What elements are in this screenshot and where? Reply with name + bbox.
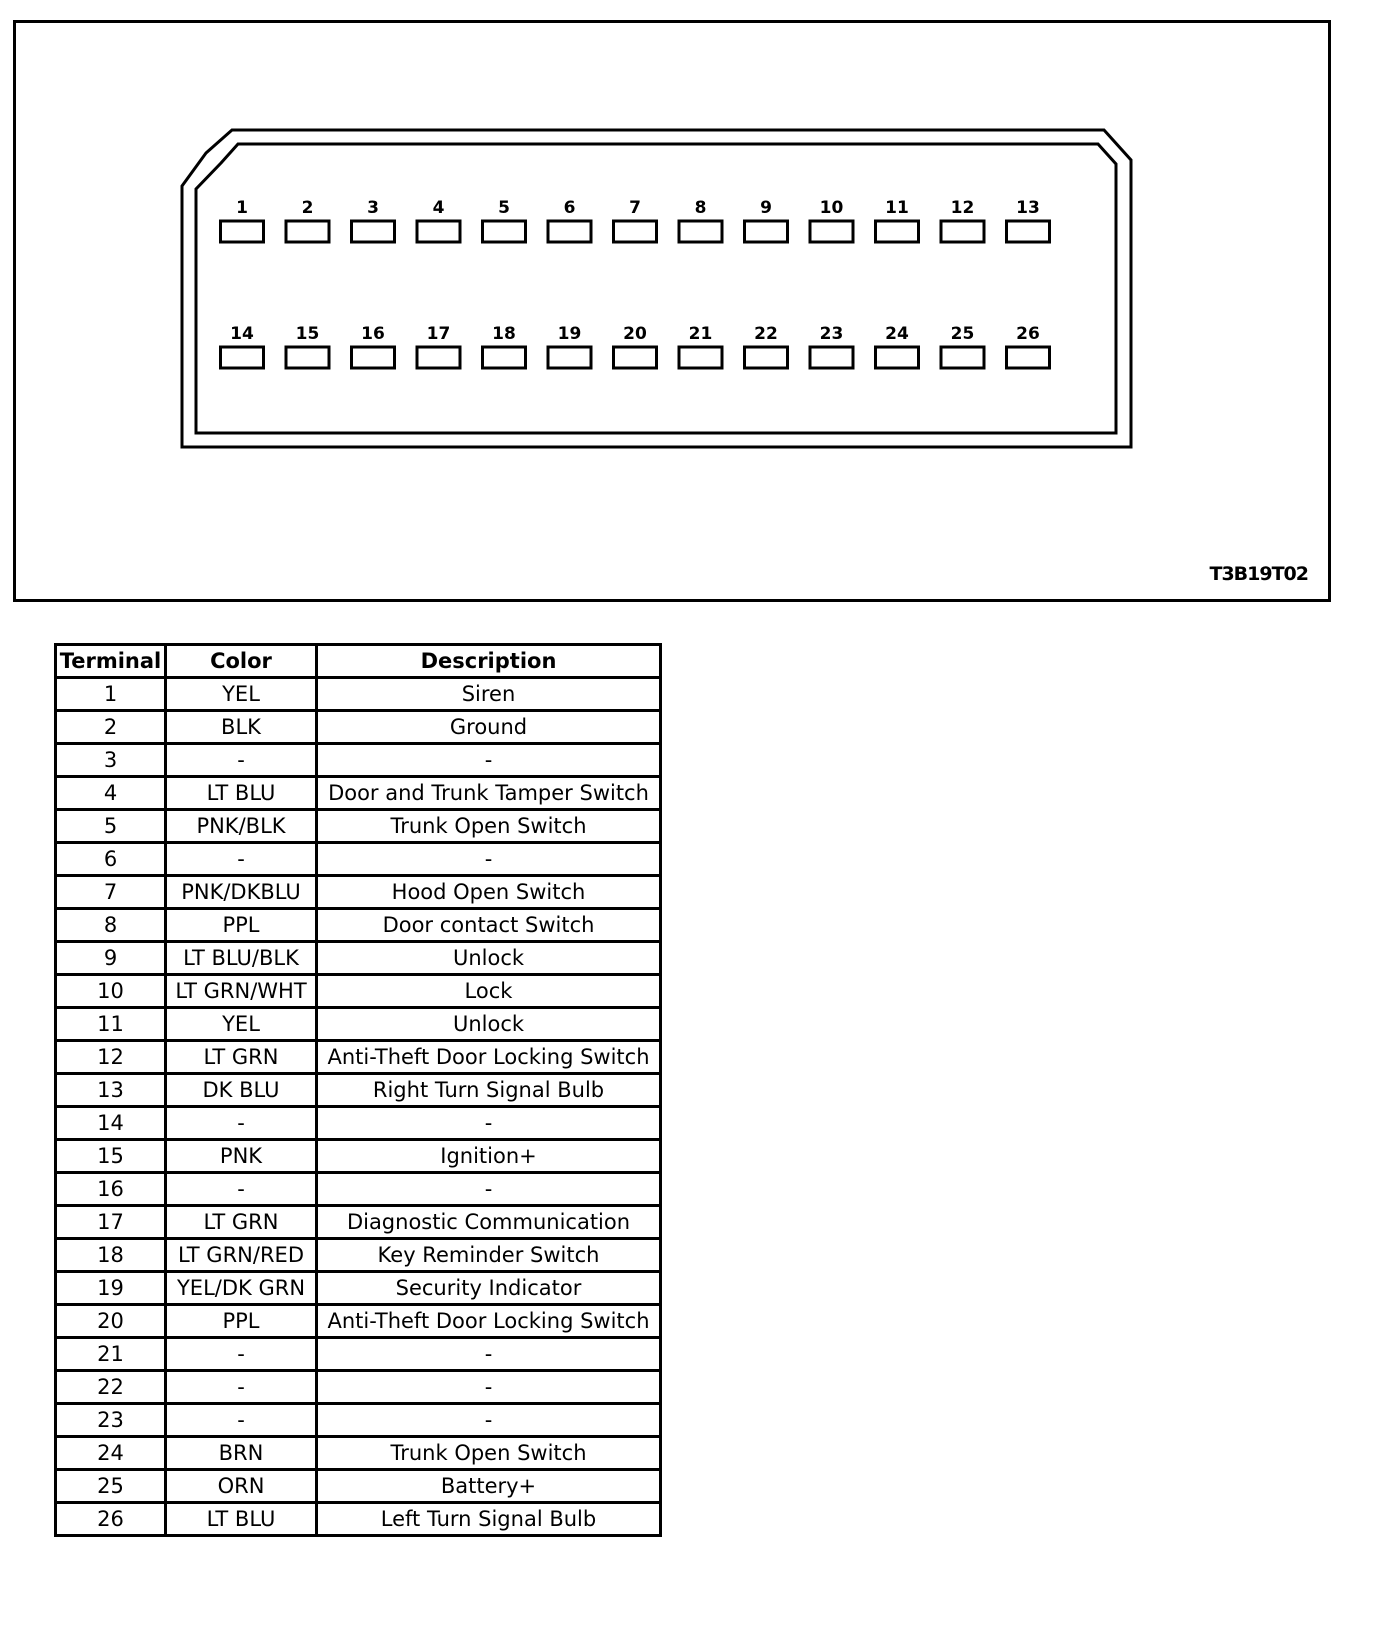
- pin-socket: [417, 347, 460, 368]
- table-row: [56, 1437, 661, 1470]
- cell-description: -: [317, 1404, 661, 1437]
- cell-description: Ground: [317, 711, 661, 744]
- table-row: [56, 1338, 661, 1371]
- pin-number-label: 23: [819, 324, 844, 344]
- cell-color: PPL: [166, 909, 317, 942]
- table-row: [56, 711, 661, 744]
- cell-terminal: 9: [56, 942, 166, 975]
- table-row: [56, 1173, 661, 1206]
- cell-description: Anti-Theft Door Locking Switch: [317, 1305, 661, 1338]
- pin-number-label: 12: [950, 198, 975, 218]
- cell-terminal: 24: [56, 1437, 166, 1470]
- cell-color: LT GRN: [166, 1206, 317, 1239]
- pin-socket: [286, 221, 329, 242]
- table-row: [56, 1074, 661, 1107]
- cell-color: -: [166, 1338, 317, 1371]
- cell-description: Battery+: [317, 1470, 661, 1503]
- cell-description: Key Reminder Switch: [317, 1239, 661, 1272]
- cell-description: Siren: [317, 678, 661, 711]
- table-row: [56, 1206, 661, 1239]
- pin-number-label: 25: [950, 324, 975, 344]
- pin-number-label: 18: [492, 324, 516, 344]
- cell-terminal: 14: [56, 1107, 166, 1140]
- table-row: [56, 1404, 661, 1437]
- cell-description: Hood Open Switch: [317, 876, 661, 909]
- cell-color: -: [166, 1371, 317, 1404]
- pin-socket: [941, 221, 984, 242]
- table-row: [56, 1272, 661, 1305]
- terminal-table: [54, 643, 662, 1537]
- figure-code: T3B19T02: [1209, 563, 1308, 585]
- pin-socket: [352, 347, 395, 368]
- pin-number-label: 3: [367, 198, 379, 218]
- cell-terminal: 18: [56, 1239, 166, 1272]
- pin-socket: [941, 347, 984, 368]
- pin-socket: [417, 221, 460, 242]
- cell-color: LT BLU/BLK: [166, 942, 317, 975]
- cell-color: LT BLU: [166, 1503, 317, 1536]
- table-row: [56, 1041, 661, 1074]
- table-row: [56, 1371, 661, 1404]
- pin-number-label: 8: [694, 198, 707, 218]
- pin-number-label: 6: [563, 198, 576, 218]
- pin-number-label: 1: [236, 198, 248, 218]
- cell-description: Left Turn Signal Bulb: [317, 1503, 661, 1536]
- table-row: [56, 1470, 661, 1503]
- pin-number-label: 19: [557, 324, 582, 344]
- pin-socket: [221, 221, 264, 242]
- cell-terminal: 26: [56, 1503, 166, 1536]
- cell-color: LT GRN: [166, 1041, 317, 1074]
- pin-number-label: 9: [760, 198, 772, 218]
- pin-number-label: 4: [432, 198, 445, 218]
- cell-terminal: 21: [56, 1338, 166, 1371]
- pin-number-label: 22: [754, 324, 778, 344]
- header-description: Description: [317, 645, 661, 678]
- pin-number-label: 26: [1016, 324, 1040, 344]
- pin-socket: [221, 347, 264, 368]
- cell-description: Unlock: [317, 942, 661, 975]
- table-row: [56, 1305, 661, 1338]
- header-terminal: Terminal: [56, 645, 166, 678]
- cell-color: BLK: [166, 711, 317, 744]
- table-row: [56, 909, 661, 942]
- table-row: [56, 1140, 661, 1173]
- cell-terminal: 25: [56, 1470, 166, 1503]
- pin-number-label: 5: [498, 198, 510, 218]
- cell-color: -: [166, 1107, 317, 1140]
- pin-socket: [745, 221, 788, 242]
- connector-outer-outline: [182, 130, 1131, 447]
- cell-terminal: 6: [56, 843, 166, 876]
- table-body: [56, 678, 661, 1536]
- cell-terminal: 5: [56, 810, 166, 843]
- pin-socket: [876, 221, 919, 242]
- pin-number-label: 16: [361, 324, 385, 344]
- pin-socket: [876, 347, 919, 368]
- table-row: [56, 942, 661, 975]
- cell-description: -: [317, 843, 661, 876]
- cell-color: YEL/DK GRN: [166, 1272, 317, 1305]
- pin-socket: [614, 221, 657, 242]
- pin-number-label: 24: [885, 324, 909, 344]
- connector-inner-outline: [196, 144, 1116, 433]
- cell-description: -: [317, 1338, 661, 1371]
- pin-socket: [286, 347, 329, 368]
- cell-color: ORN: [166, 1470, 317, 1503]
- cell-color: BRN: [166, 1437, 317, 1470]
- cell-terminal: 4: [56, 777, 166, 810]
- cell-description: Ignition+: [317, 1140, 661, 1173]
- cell-description: -: [317, 1371, 661, 1404]
- connector-face-svg: [16, 23, 1328, 599]
- pin-number-label: 21: [688, 324, 713, 344]
- cell-description: Unlock: [317, 1008, 661, 1041]
- cell-color: DK BLU: [166, 1074, 317, 1107]
- table-header-row: [56, 645, 661, 678]
- table-row: [56, 876, 661, 909]
- pin-socket: [1007, 221, 1050, 242]
- cell-color: LT BLU: [166, 777, 317, 810]
- cell-color: LT GRN/RED: [166, 1239, 317, 1272]
- cell-description: Trunk Open Switch: [317, 1437, 661, 1470]
- cell-description: Diagnostic Communication: [317, 1206, 661, 1239]
- table-row: [56, 810, 661, 843]
- pin-socket: [1007, 347, 1050, 368]
- pin-socket: [679, 221, 722, 242]
- cell-description: Right Turn Signal Bulb: [317, 1074, 661, 1107]
- pin-socket: [614, 347, 657, 368]
- pin-number-label: 13: [1016, 198, 1040, 218]
- pin-socket: [679, 347, 722, 368]
- cell-terminal: 11: [56, 1008, 166, 1041]
- cell-terminal: 12: [56, 1041, 166, 1074]
- cell-terminal: 1: [56, 678, 166, 711]
- cell-description: Anti-Theft Door Locking Switch: [317, 1041, 661, 1074]
- cell-terminal: 15: [56, 1140, 166, 1173]
- pin-number-label: 20: [623, 324, 647, 344]
- cell-color: PNK/DKBLU: [166, 876, 317, 909]
- connector-diagram-frame: [13, 20, 1331, 602]
- cell-color: YEL: [166, 678, 317, 711]
- cell-color: LT GRN/WHT: [166, 975, 317, 1008]
- cell-description: -: [317, 1173, 661, 1206]
- cell-color: YEL: [166, 1008, 317, 1041]
- table-row: [56, 1239, 661, 1272]
- pin-socket: [745, 347, 788, 368]
- pins-layer: [221, 198, 1050, 368]
- cell-terminal: 10: [56, 975, 166, 1008]
- pin-socket: [483, 347, 526, 368]
- cell-color: PPL: [166, 1305, 317, 1338]
- cell-terminal: 23: [56, 1404, 166, 1437]
- cell-terminal: 17: [56, 1206, 166, 1239]
- cell-terminal: 3: [56, 744, 166, 777]
- pin-number-label: 11: [885, 198, 909, 218]
- cell-color: -: [166, 1404, 317, 1437]
- cell-description: Door and Trunk Tamper Switch: [317, 777, 661, 810]
- cell-color: PNK/BLK: [166, 810, 317, 843]
- table-row: [56, 1008, 661, 1041]
- cell-terminal: 8: [56, 909, 166, 942]
- pin-socket: [352, 221, 395, 242]
- cell-terminal: 16: [56, 1173, 166, 1206]
- cell-terminal: 22: [56, 1371, 166, 1404]
- pin-socket: [548, 221, 591, 242]
- cell-description: -: [317, 1107, 661, 1140]
- table-row: [56, 777, 661, 810]
- cell-description: Trunk Open Switch: [317, 810, 661, 843]
- cell-terminal: 2: [56, 711, 166, 744]
- table-row: [56, 975, 661, 1008]
- cell-terminal: 7: [56, 876, 166, 909]
- cell-terminal: 19: [56, 1272, 166, 1305]
- cell-description: Door contact Switch: [317, 909, 661, 942]
- table-row: [56, 744, 661, 777]
- pin-socket: [810, 347, 853, 368]
- pin-socket: [483, 221, 526, 242]
- header-color: Color: [166, 645, 317, 678]
- pin-number-label: 10: [819, 198, 844, 218]
- cell-color: -: [166, 843, 317, 876]
- cell-color: -: [166, 1173, 317, 1206]
- pin-socket: [548, 347, 591, 368]
- cell-description: Lock: [317, 975, 661, 1008]
- pin-number-label: 14: [230, 324, 254, 344]
- cell-terminal: 13: [56, 1074, 166, 1107]
- pin-number-label: 15: [295, 324, 320, 344]
- cell-description: -: [317, 744, 661, 777]
- table-row: [56, 678, 661, 711]
- table-row: [56, 1107, 661, 1140]
- cell-terminal: 20: [56, 1305, 166, 1338]
- table-row: [56, 843, 661, 876]
- cell-color: PNK: [166, 1140, 317, 1173]
- pin-number-label: 2: [301, 198, 314, 218]
- cell-description: Security Indicator: [317, 1272, 661, 1305]
- cell-color: -: [166, 744, 317, 777]
- pin-number-label: 17: [426, 324, 451, 344]
- table-row: [56, 1503, 661, 1536]
- pin-number-label: 7: [629, 198, 641, 218]
- pin-socket: [810, 221, 853, 242]
